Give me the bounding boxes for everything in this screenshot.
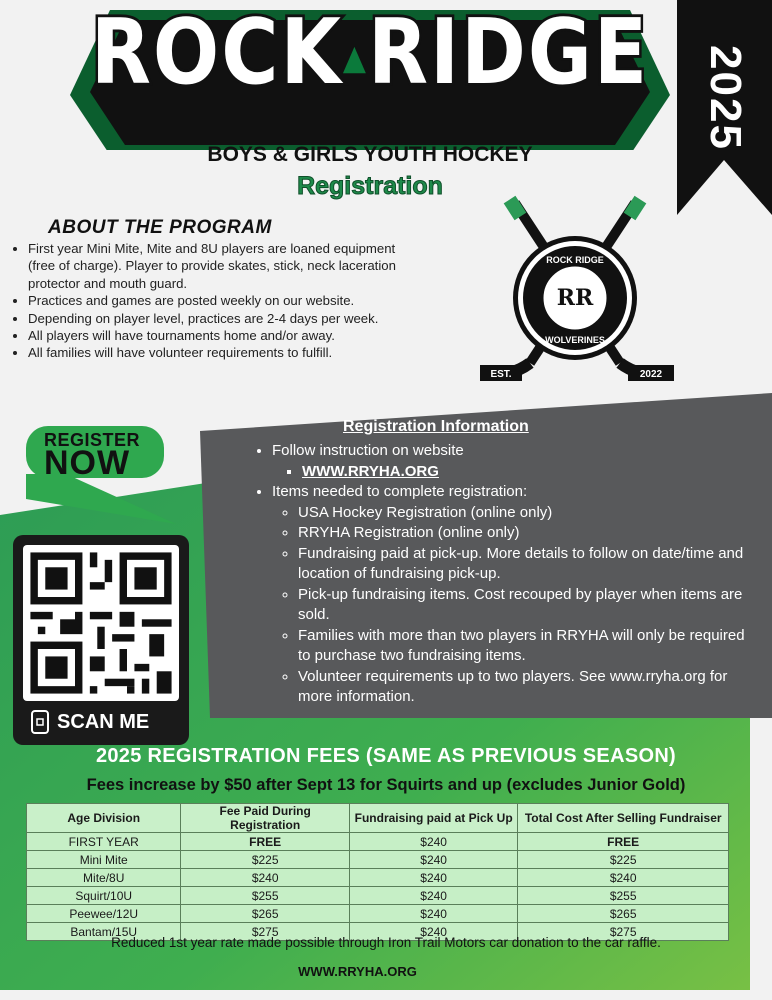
table-cell: $240	[349, 923, 517, 941]
table-cell: FREE	[181, 833, 349, 851]
table-row	[27, 869, 729, 887]
program-subtitle: BOYS & GIRLS YOUTH HOCKEY	[207, 143, 533, 166]
info-item: • Follow instruction on website	[272, 441, 750, 462]
info-subitem: ◦ RRYHA Registration (online only)	[298, 523, 750, 544]
table-cell: $240	[181, 869, 349, 887]
registration-title: Registration	[297, 172, 443, 200]
column-header: Fee Paid During Registration	[181, 804, 349, 833]
info-subitem: ◦ Fundraising paid at pick-up. More details to follow on date/time and location of fundraising pick-up.	[298, 544, 750, 585]
table-cell: $255	[181, 887, 349, 905]
logo-wordmark: ROCK▲RIDGE	[90, 1, 650, 105]
table-cell: $275	[518, 923, 729, 941]
website-link[interactable]: WWW.RRYHA.ORG	[302, 462, 439, 480]
about-heading: ABOUT THE PROGRAM	[48, 217, 272, 238]
registration-info-content	[250, 441, 750, 708]
fees-footnote: Reduced 1st year rate made possible through Iron Trail Motors car donation to the car raffle.	[111, 935, 661, 950]
table-cell: $240	[349, 851, 517, 869]
scan-me-label: SCAN ME	[57, 710, 150, 733]
phone-scan-icon	[31, 710, 49, 734]
info-subitem: ◦ USA Hockey Registration (online only)	[298, 503, 750, 524]
table-row	[27, 851, 729, 869]
table-cell: Mite/8U	[27, 869, 181, 887]
table-cell: $240	[518, 869, 729, 887]
about-list	[10, 240, 398, 362]
table-row	[27, 887, 729, 905]
table-cell: $265	[181, 905, 349, 923]
table-cell: Mini Mite	[27, 851, 181, 869]
est-year: 2022	[639, 369, 663, 380]
table-cell: Bantam/15U	[27, 923, 181, 941]
rock-ridge-logo	[70, 0, 670, 150]
about-item: • First year Mini Mite, Mite and 8U players are loaned equipment (free of charge). Player to provide skates, stick, neck laceration protector and mouth guard.	[28, 240, 398, 292]
year-text: 2025	[700, 45, 750, 151]
table-cell: $225	[518, 851, 729, 869]
about-item: • All players will have tournaments home and/or away.	[28, 327, 398, 344]
fees-table	[26, 803, 729, 941]
scan-me-row	[31, 707, 149, 737]
about-item: • Practices and games are posted weekly on our website.	[28, 292, 398, 309]
table-cell: $225	[181, 851, 349, 869]
wolverines-emblem	[470, 193, 680, 393]
table-cell: $240	[349, 887, 517, 905]
about-item: • All families will have volunteer requirements to fulfill.	[28, 344, 398, 361]
table-header-row	[27, 804, 729, 833]
register-line1: REGISTER	[44, 430, 141, 450]
footer-website-link[interactable]: WWW.RRYHA.ORG	[298, 964, 417, 979]
qr-card[interactable]	[13, 535, 189, 745]
table-cell: FIRST YEAR	[27, 833, 181, 851]
table-cell: $240	[349, 905, 517, 923]
table-cell: Squirt/10U	[27, 887, 181, 905]
table-cell: $275	[181, 923, 349, 941]
monogram: RR	[556, 285, 594, 311]
qr-code[interactable]	[23, 545, 179, 701]
info-subitem: ◦ Pick-up fundraising items. Cost recouped by player when items are sold.	[298, 585, 750, 626]
website-link-item	[302, 462, 750, 483]
est-label: EST.	[490, 369, 512, 380]
table-cell: $240	[349, 869, 517, 887]
register-line2: NOW	[44, 444, 131, 482]
about-item: • Depending on player level, practices are 2-4 days per week.	[28, 310, 398, 327]
column-header: Total Cost After Selling Fundraiser	[518, 804, 729, 833]
emblem-bottom-text: WOLVERINES	[545, 335, 605, 345]
year-ribbon-label	[677, 38, 772, 158]
registration-info-heading: Registration Information	[343, 418, 529, 435]
info-item: • Items needed to complete registration: ◦ USA Hockey Registration (online only) ◦ RRYHA Registration (online only) ◦ Fundraising paid at pick-up. More details to follow on date/time and location of fundraising pick-up. ◦ Pick-up fundraising items. Cost recouped by player when items are sold. ◦ Families with more than two players in RRYHA will only be required to purchase two fundraising items. ◦ Volunteer requirements up to two players. See www.rryha.org for more information.	[272, 482, 750, 708]
emblem-top-text: ROCK RIDGE	[546, 255, 604, 265]
table-row	[27, 833, 729, 851]
qr-code-image	[23, 545, 179, 701]
table-cell: $265	[518, 905, 729, 923]
fees-heading: 2025 REGISTRATION FEES (SAME AS PREVIOUS SEASON)	[95, 745, 677, 767]
table-cell: $240	[349, 833, 517, 851]
info-subitem: ◦ Families with more than two players in RRYHA will only be required to purchase two fundraising items.	[298, 626, 750, 667]
column-header: Fundraising paid at Pick Up	[349, 804, 517, 833]
register-now-badge[interactable]	[26, 424, 176, 524]
fees-subheading: Fees increase by $50 after Sept 13 for Squirts and up (excludes Junior Gold)	[86, 776, 686, 794]
info-subitem: ◦ Volunteer requirements up to two players. See www.rryha.org for more information.	[298, 667, 750, 708]
table-cell: Peewee/12U	[27, 905, 181, 923]
table-row	[27, 905, 729, 923]
column-header: Age Division	[27, 804, 181, 833]
table-cell: $255	[518, 887, 729, 905]
table-cell: FREE	[518, 833, 729, 851]
